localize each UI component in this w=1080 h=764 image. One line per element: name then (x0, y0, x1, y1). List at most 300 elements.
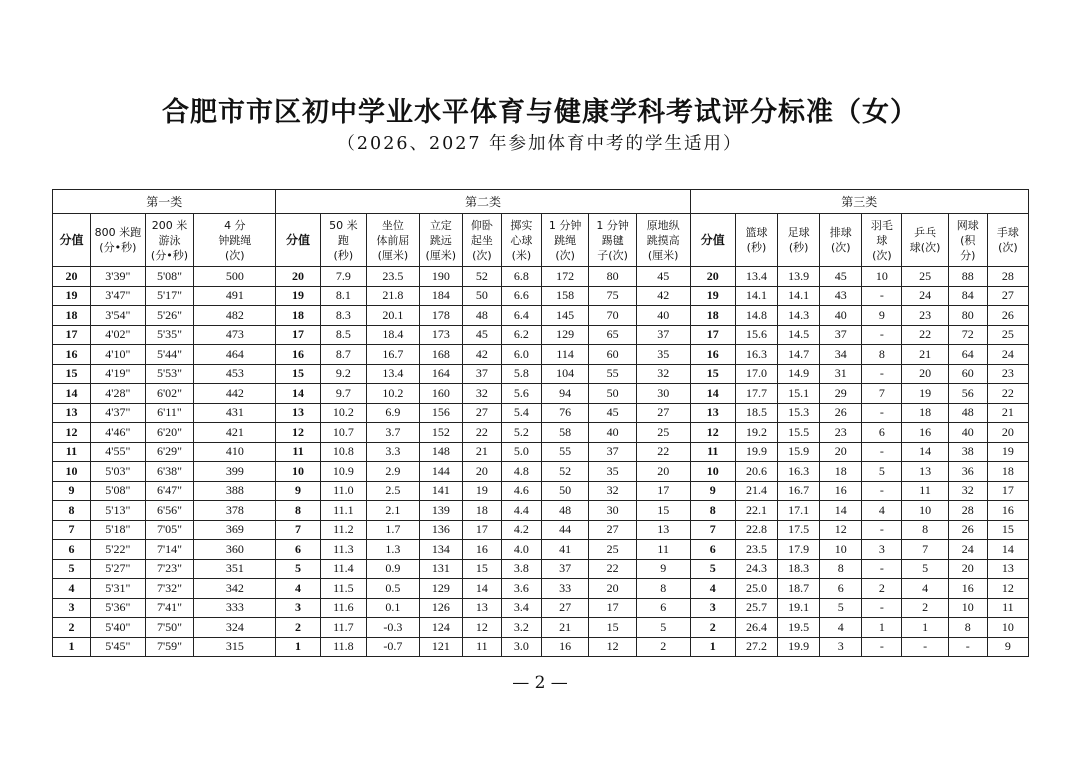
group-header-2: 第二类 (276, 190, 690, 214)
table-row (53, 579, 1029, 599)
table-cell: - (862, 559, 902, 579)
table-cell: 52 (541, 462, 588, 482)
table-cell: 10 (902, 501, 948, 521)
table-cell: 6'38" (145, 462, 193, 482)
table-cell: - (862, 364, 902, 384)
table-cell: 21 (541, 618, 588, 638)
table-cell: 3'39" (90, 267, 145, 287)
table-cell: 45 (462, 325, 501, 345)
table-cell: 20 (987, 423, 1028, 443)
table-cell: 8 (53, 501, 91, 521)
table-cell: 0.1 (367, 598, 420, 618)
table-cell: 16 (902, 423, 948, 443)
table-cell: 94 (541, 384, 588, 404)
table-cell: 21 (462, 442, 501, 462)
table-cell: 11.2 (320, 520, 366, 540)
table-cell: 48 (462, 306, 501, 326)
table-cell: 18 (987, 462, 1028, 482)
table-cell: 10 (276, 462, 320, 482)
table-cell: 16 (820, 481, 862, 501)
table-cell: 48 (541, 501, 588, 521)
table-row (53, 286, 1029, 306)
table-cell: 10 (820, 540, 862, 560)
document-title: 合肥市市区初中学业水平体育与健康学科考试评分标准（女） (162, 97, 918, 128)
table-cell: 4'37" (90, 403, 145, 423)
table-cell: 369 (194, 520, 276, 540)
table-cell: 18 (462, 501, 501, 521)
table-cell: 6.0 (501, 345, 541, 365)
table-cell: 20.6 (735, 462, 777, 482)
table-cell: 28 (987, 267, 1028, 287)
table-cell: 8 (690, 501, 735, 521)
table-cell: 10.2 (367, 384, 420, 404)
table-cell: 4.2 (501, 520, 541, 540)
table-cell: 7 (276, 520, 320, 540)
table-cell: 464 (194, 345, 276, 365)
table-cell: 40 (589, 423, 636, 443)
table-cell: 9 (862, 306, 902, 326)
table-cell: 4'46" (90, 423, 145, 443)
column-header: 200 米 游泳 (分•秒) (145, 214, 193, 267)
table-cell: 19.1 (778, 598, 820, 618)
table-cell: 17 (690, 325, 735, 345)
table-cell: 13 (462, 598, 501, 618)
table-cell: 36 (948, 462, 987, 482)
document-subtitle: （2026、2027 年参加体育中考的学生适用） (337, 134, 743, 154)
table-cell: 13 (276, 403, 320, 423)
table-cell: 324 (194, 618, 276, 638)
table-cell: 20 (53, 267, 91, 287)
table-cell: 5.6 (501, 384, 541, 404)
table-cell: 178 (419, 306, 462, 326)
table-row (53, 481, 1029, 501)
table-cell: 5.8 (501, 364, 541, 384)
table-row (53, 306, 1029, 326)
table-cell: 124 (419, 618, 462, 638)
table-cell: 38 (948, 442, 987, 462)
table-cell: 129 (541, 325, 588, 345)
table-cell: 14.5 (778, 325, 820, 345)
table-row (53, 637, 1029, 657)
table-cell: 11 (276, 442, 320, 462)
table-cell: 8 (902, 520, 948, 540)
table-cell: 37 (589, 442, 636, 462)
table-cell: 12 (276, 423, 320, 443)
table-cell: 37 (541, 559, 588, 579)
table-cell: 55 (589, 364, 636, 384)
table-cell: 18 (53, 306, 91, 326)
table-cell: 11 (53, 442, 91, 462)
table-row (53, 598, 1029, 618)
table-cell: 27.2 (735, 637, 777, 657)
table-cell: 23.5 (735, 540, 777, 560)
table-cell: 16 (53, 345, 91, 365)
table-cell: 333 (194, 598, 276, 618)
table-cell: 15 (276, 364, 320, 384)
table-cell: 7'32" (145, 579, 193, 599)
table-cell: 16 (987, 501, 1028, 521)
table-cell: 6 (53, 540, 91, 560)
table-cell: 28 (948, 501, 987, 521)
table-cell: 2.5 (367, 481, 420, 501)
column-header: 篮球 (秒) (735, 214, 777, 267)
table-cell: 15.5 (778, 423, 820, 443)
table-cell: 4 (820, 618, 862, 638)
table-cell: 15 (462, 559, 501, 579)
table-cell: 48 (948, 403, 987, 423)
table-cell: 5 (690, 559, 735, 579)
table-cell: 7.9 (320, 267, 366, 287)
table-cell: 6 (862, 423, 902, 443)
table-cell: 6.2 (501, 325, 541, 345)
table-cell: 491 (194, 286, 276, 306)
column-header: 排球 (次) (820, 214, 862, 267)
table-cell: -0.3 (367, 618, 420, 638)
table-cell: 11 (462, 637, 501, 657)
table-cell: 50 (462, 286, 501, 306)
column-header: 仰卧 起坐 (次) (462, 214, 501, 267)
table-cell: 20 (690, 267, 735, 287)
table-cell: 1.3 (367, 540, 420, 560)
table-cell: 14 (690, 384, 735, 404)
table-cell: 453 (194, 364, 276, 384)
table-cell: 12 (987, 579, 1028, 599)
table-cell: 26 (948, 520, 987, 540)
table-cell: 20 (636, 462, 690, 482)
table-cell: 6 (636, 598, 690, 618)
table-cell: 18 (820, 462, 862, 482)
table-cell: 9 (636, 559, 690, 579)
table-cell: - (862, 637, 902, 657)
table-cell: 2 (636, 637, 690, 657)
table-cell: 148 (419, 442, 462, 462)
table-cell: 18 (902, 403, 948, 423)
table-cell: 16 (690, 345, 735, 365)
table-cell: 19 (276, 286, 320, 306)
table-cell: 11 (636, 540, 690, 560)
table-cell: 4 (53, 579, 91, 599)
table-cell: 4.0 (501, 540, 541, 560)
table-cell: 11.3 (320, 540, 366, 560)
table-cell: 6'20" (145, 423, 193, 443)
table-cell: 22 (902, 325, 948, 345)
table-cell: 21.8 (367, 286, 420, 306)
table-cell: 15 (987, 520, 1028, 540)
table-cell: - (862, 598, 902, 618)
table-cell: 60 (589, 345, 636, 365)
table-cell: 184 (419, 286, 462, 306)
table-cell: 6 (820, 579, 862, 599)
table-cell: 3'54" (90, 306, 145, 326)
table-cell: 7 (690, 520, 735, 540)
table-cell: 5'44" (145, 345, 193, 365)
table-cell: 18.7 (778, 579, 820, 599)
table-cell: 18.5 (735, 403, 777, 423)
group-header-3: 第三类 (690, 190, 1028, 214)
table-cell: 2 (690, 618, 735, 638)
table-cell: 500 (194, 267, 276, 287)
table-cell: 6 (690, 540, 735, 560)
table-cell: 2.1 (367, 501, 420, 521)
table-cell: 34 (820, 345, 862, 365)
table-cell: 13 (690, 403, 735, 423)
column-header: 羽毛 球 (次) (862, 214, 902, 267)
column-header: 立定 跳远 (厘米) (419, 214, 462, 267)
table-cell: 37 (820, 325, 862, 345)
table-cell: 27 (589, 520, 636, 540)
table-cell: 16.3 (735, 345, 777, 365)
table-cell: 19 (462, 481, 501, 501)
table-cell: 172 (541, 267, 588, 287)
table-cell: 4'55" (90, 442, 145, 462)
table-cell: 17.1 (778, 501, 820, 521)
table-cell: 315 (194, 637, 276, 657)
table-cell: 3 (690, 598, 735, 618)
table-cell: 64 (948, 345, 987, 365)
table-cell: 5 (820, 598, 862, 618)
table-cell: 13.4 (367, 364, 420, 384)
table-cell: 11 (690, 442, 735, 462)
table-row (53, 540, 1029, 560)
table-cell: 9 (987, 637, 1028, 657)
table-cell: 11.1 (320, 501, 366, 521)
table-cell: 1 (276, 637, 320, 657)
table-row (53, 442, 1029, 462)
table-cell: 27 (636, 403, 690, 423)
table-cell: 22.1 (735, 501, 777, 521)
table-cell: 43 (820, 286, 862, 306)
table-cell: 5'26" (145, 306, 193, 326)
table-cell: - (862, 325, 902, 345)
table-cell: 160 (419, 384, 462, 404)
table-cell: 14 (902, 442, 948, 462)
table-cell: 12 (820, 520, 862, 540)
table-cell: 6.6 (501, 286, 541, 306)
table-cell: 23 (820, 423, 862, 443)
table-cell: 10.7 (320, 423, 366, 443)
table-cell: 18.3 (778, 559, 820, 579)
table-cell: 5'40" (90, 618, 145, 638)
table-cell: 17.7 (735, 384, 777, 404)
table-cell: 145 (541, 306, 588, 326)
table-cell: 3.3 (367, 442, 420, 462)
table-cell: 45 (820, 267, 862, 287)
table-cell: 13 (53, 403, 91, 423)
table-cell: 378 (194, 501, 276, 521)
table-cell: 17 (53, 325, 91, 345)
table-cell: 32 (636, 364, 690, 384)
table-cell: 72 (948, 325, 987, 345)
table-cell: 76 (541, 403, 588, 423)
table-cell: 11.6 (320, 598, 366, 618)
table-cell: 6.8 (501, 267, 541, 287)
table-cell: 7'41" (145, 598, 193, 618)
table-cell: 23 (987, 364, 1028, 384)
table-cell: 25.0 (735, 579, 777, 599)
table-cell: 26.4 (735, 618, 777, 638)
table-cell: 156 (419, 403, 462, 423)
table-cell: 14 (462, 579, 501, 599)
table-cell: 80 (948, 306, 987, 326)
table-row (53, 384, 1029, 404)
table-cell: 6'02" (145, 384, 193, 404)
table-cell: 23.5 (367, 267, 420, 287)
table-cell: 152 (419, 423, 462, 443)
table-cell: 8.5 (320, 325, 366, 345)
table-cell: 19 (902, 384, 948, 404)
column-header: 1 分钟 跳绳 (次) (541, 214, 588, 267)
table-cell: 75 (589, 286, 636, 306)
column-header: 坐位 体前屈 (厘米) (367, 214, 420, 267)
table-cell: 8.1 (320, 286, 366, 306)
table-cell: 4'02" (90, 325, 145, 345)
table-cell: 10.8 (320, 442, 366, 462)
table-cell: 2 (902, 598, 948, 618)
table-cell: 13 (987, 559, 1028, 579)
table-cell: - (862, 286, 902, 306)
table-cell: 25.7 (735, 598, 777, 618)
table-cell: - (862, 403, 902, 423)
table-cell: 8 (636, 579, 690, 599)
table-cell: 18 (276, 306, 320, 326)
table-cell: 84 (948, 286, 987, 306)
table-cell: - (902, 637, 948, 657)
table-cell: 16 (462, 540, 501, 560)
table-cell: 27 (987, 286, 1028, 306)
table-cell: 5'08" (145, 267, 193, 287)
column-header: 1 分钟 踢毽 子(次) (589, 214, 636, 267)
table-cell: 14.8 (735, 306, 777, 326)
table-cell: 6'29" (145, 442, 193, 462)
table-cell: 11.8 (320, 637, 366, 657)
table-cell: 27 (541, 598, 588, 618)
column-header-row (53, 214, 1029, 267)
table-cell: 136 (419, 520, 462, 540)
table-cell: 7'14" (145, 540, 193, 560)
table-cell: 126 (419, 598, 462, 618)
table-cell: 13.4 (735, 267, 777, 287)
table-cell: 2.9 (367, 462, 420, 482)
table-cell: 52 (462, 267, 501, 287)
table-cell: 14.3 (778, 306, 820, 326)
table-cell: 30 (589, 501, 636, 521)
table-cell: 56 (948, 384, 987, 404)
table-cell: 6'56" (145, 501, 193, 521)
table-cell: 32 (948, 481, 987, 501)
table-cell: 19 (53, 286, 91, 306)
table-cell: 190 (419, 267, 462, 287)
table-cell: 15.1 (778, 384, 820, 404)
table-cell: 19 (987, 442, 1028, 462)
table-cell: 3.4 (501, 598, 541, 618)
table-cell: 442 (194, 384, 276, 404)
table-cell: 388 (194, 481, 276, 501)
table-cell: 4 (862, 501, 902, 521)
table-cell: 5 (862, 462, 902, 482)
table-cell: 25 (987, 325, 1028, 345)
table-cell: 17 (276, 325, 320, 345)
table-cell: 141 (419, 481, 462, 501)
table-cell: - (948, 637, 987, 657)
table-cell: 410 (194, 442, 276, 462)
table-cell: 15.3 (778, 403, 820, 423)
table-cell: 88 (948, 267, 987, 287)
table-cell: 5'08" (90, 481, 145, 501)
table-cell: 3 (276, 598, 320, 618)
table-cell: 104 (541, 364, 588, 384)
column-header: 原地纵 跳摸高 (厘米) (636, 214, 690, 267)
table-cell: 2 (862, 579, 902, 599)
table-cell: 7 (902, 540, 948, 560)
table-cell: 3.8 (501, 559, 541, 579)
table-cell: 11 (987, 598, 1028, 618)
table-cell: 1 (902, 618, 948, 638)
table-cell: 25 (589, 540, 636, 560)
table-cell: 20 (902, 364, 948, 384)
table-cell: 11.4 (320, 559, 366, 579)
table-cell: 9.2 (320, 364, 366, 384)
table-row (53, 364, 1029, 384)
table-cell: 5'35" (145, 325, 193, 345)
table-cell: 2 (276, 618, 320, 638)
table-cell: - (862, 481, 902, 501)
table-cell: 114 (541, 345, 588, 365)
table-cell: 17.9 (778, 540, 820, 560)
table-cell: 5'31" (90, 579, 145, 599)
table-cell: 12 (53, 423, 91, 443)
table-cell: 421 (194, 423, 276, 443)
table-cell: 3.2 (501, 618, 541, 638)
table-cell: 15 (53, 364, 91, 384)
table-cell: 30 (636, 384, 690, 404)
table-cell: 22 (636, 442, 690, 462)
table-cell: 13 (902, 462, 948, 482)
table-body (53, 267, 1029, 657)
table-cell: 482 (194, 306, 276, 326)
table-cell: 7'23" (145, 559, 193, 579)
table-cell: 17 (589, 598, 636, 618)
table-cell: 5 (902, 559, 948, 579)
table-cell: 22 (987, 384, 1028, 404)
table-cell: 42 (636, 286, 690, 306)
table-cell: 14 (987, 540, 1028, 560)
table-cell: 24.3 (735, 559, 777, 579)
table-cell: 17 (636, 481, 690, 501)
table-cell: 65 (589, 325, 636, 345)
table-cell: 4'10" (90, 345, 145, 365)
table-cell: 5'53" (145, 364, 193, 384)
table-row (53, 345, 1029, 365)
table-cell: 26 (987, 306, 1028, 326)
column-header: 分值 (53, 214, 91, 267)
table-cell: 17 (987, 481, 1028, 501)
table-cell: 18.4 (367, 325, 420, 345)
table-row (53, 267, 1029, 287)
table-cell: 2 (53, 618, 91, 638)
table-cell: 12 (462, 618, 501, 638)
table-cell: 16 (541, 637, 588, 657)
table-cell: 5.0 (501, 442, 541, 462)
table-cell: 19.5 (778, 618, 820, 638)
table-cell: 41 (541, 540, 588, 560)
table-cell: 14.1 (735, 286, 777, 306)
table-cell: 20 (589, 579, 636, 599)
table-cell: 32 (462, 384, 501, 404)
table-cell: 3.6 (501, 579, 541, 599)
table-cell: 168 (419, 345, 462, 365)
table-cell: 5'03" (90, 462, 145, 482)
table-cell: 80 (589, 267, 636, 287)
